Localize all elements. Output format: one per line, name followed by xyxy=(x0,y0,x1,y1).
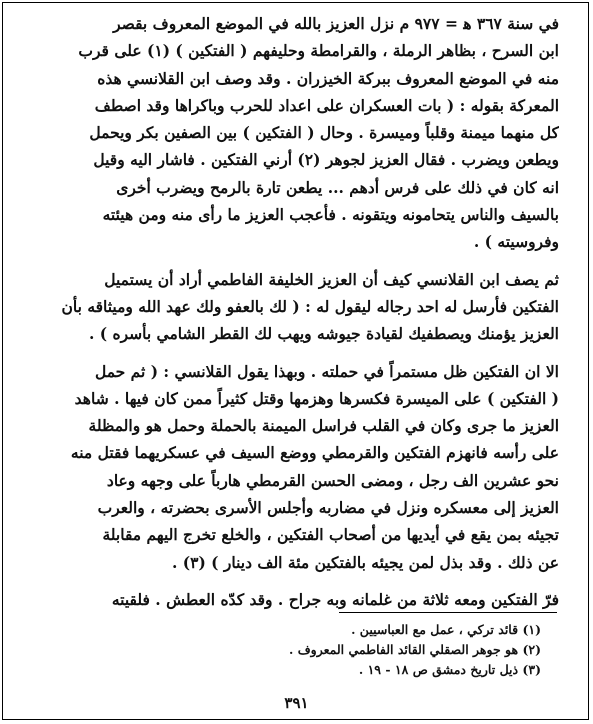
text-line: العزيز يؤمنك ويصطفيك لقيادة جيوشه ويهب لك القطر الشامي بأسره ) . xyxy=(88,324,559,344)
text-line: بالسيف والناس يتحامونه ويتقونه . فأعجب العزيز ما رأى منه ومن هيئته xyxy=(102,205,559,225)
text-line: ﻓﻲ سنة ٣٦٧ ﻫ = ٩٧٧ م نزل العزيز بالله في الموضع المعروف بقصر xyxy=(113,14,559,33)
footnote-divider xyxy=(339,612,557,613)
page-body xyxy=(40,10,559,613)
text-line: ثم يصف ابن القلانسي كيف أن العزيز الخليفة الفاطمي أراد أن يستميل xyxy=(104,269,559,289)
text-line: ابن السرح ، بظاهر الرملة ، والقرامطة وحليفهم ( الفتكين ) (١) على قرب xyxy=(78,41,559,61)
text-line: انه كان في ذلك على فرس أدهم ... يطعن تارة بالرمح ويضرب أخرى xyxy=(116,177,559,197)
text-line: نحو عشرين الف رجل ، ومضى الحسن القرمطي هارباً على وجهه وعاد xyxy=(106,470,559,490)
text-line: الا ان الفتكين ظل مستمراً في حملته . وبهذا يقول القلانسي : ( ثم حمل xyxy=(94,361,559,381)
text-line: عن ذلك . وقد بذل لمن يجيئه بالفتكين مئة الف دينار ) (٣) . xyxy=(171,552,559,572)
text-line: الفتكين فأرسل له احد رجاله ليقول له : ( لك بالعفو ولك عهد الله وميثاقه بأن xyxy=(61,296,559,316)
footnotes xyxy=(289,620,541,680)
footnote-2: (٢) هو جوهر الصقلي القائد الفاطمي المعروف . xyxy=(289,642,541,657)
paragraph-offer xyxy=(40,266,559,348)
paragraph-defeat xyxy=(40,358,559,576)
text-line: تجيئه بمن يقع في أيديها من أصحاب الفتكين ، والخلع تخرج اليهم مقابلة xyxy=(102,525,559,545)
footnote-1: (١) قائد تركي ، عمل مع العباسيين . xyxy=(351,622,541,637)
text-line: فرّ الفتكين ومعه ثلاثة من غلمانه وبه جراح . وقد كدّه العطش . فلقيته xyxy=(111,589,559,609)
paragraph-battle xyxy=(40,10,559,256)
text-line: ( الفتكين ) على الميسرة فكسرها وهزمها وقتل كثيراً ممن كان فيها . شاهد xyxy=(74,388,559,408)
text-line: وفروسيته ) . xyxy=(473,232,559,252)
text-line: العزيز إلى معسكره ونزل في مضاربه وأجلس الأسرى بحضرته ، والعرب xyxy=(97,498,559,518)
text-line: المعركة بقوله : ( بات العسكران على اعداد للحرب وباكراها وقد اصطف xyxy=(94,95,559,115)
text-line: ويطعن ويضرب . فقال العزيز لجوهر (٢) أرني الفتكين . فاشار اليه وقيل xyxy=(93,150,559,170)
text-line: كل منهما ميمنة وقلباً وميسرة . وحال ( الفتكين ) بين الصفين بكر ويحمل xyxy=(89,123,559,143)
text-line: على رأسه فانهزم الفتكين والقرمطي ووضع السيف في عسكريهما فقتل منه xyxy=(70,443,559,463)
footnote-3: (٣) ذيل تاريخ دمشق ص ١٨ - ١٩ . xyxy=(358,662,541,677)
text-line: منه في الموضع المعروف ببركة الخيزران . وقد وصف ابن القلانسي هذه xyxy=(97,68,559,88)
page-number: ٣٩١ xyxy=(284,694,309,712)
text-line: العزيز ما جرى وكان في القلب فراسل الميمنة بالحملة وحمل هو والمظلة xyxy=(88,416,559,436)
paragraph-flight xyxy=(40,586,559,613)
